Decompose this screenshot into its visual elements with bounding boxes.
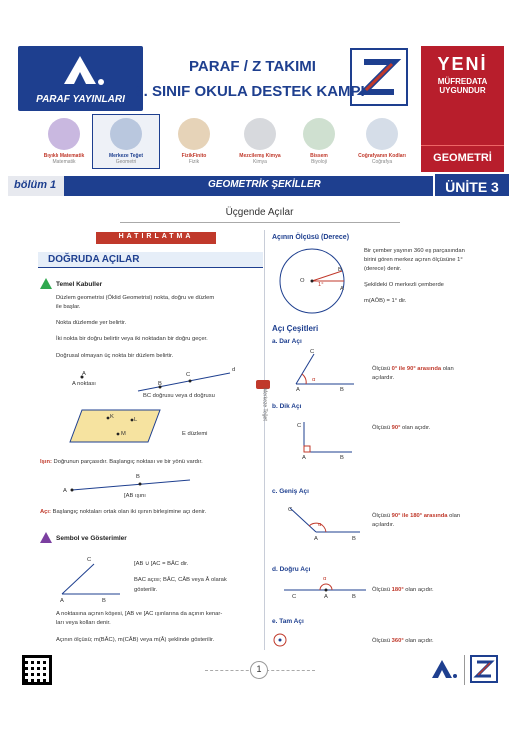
point-label: C	[297, 423, 302, 429]
right-angle-desc	[372, 424, 430, 432]
desc-highlight: 90°	[391, 425, 401, 431]
avatar	[48, 118, 80, 150]
avatar	[178, 118, 210, 150]
obtuse-angle-desc	[372, 512, 460, 520]
title-underline	[120, 222, 400, 223]
point-label: O	[300, 278, 305, 284]
teacher-name: Bıyıklı Matematik	[43, 153, 85, 159]
desc-pre: Ölçüsü	[372, 513, 392, 519]
ray-label: Işın:	[40, 459, 52, 465]
circle-figure	[272, 245, 362, 315]
teacher-card[interactable]	[348, 118, 416, 165]
angle-figure	[58, 558, 128, 598]
teacher-name: Merkeze Teğet	[108, 153, 144, 159]
point-label: A	[63, 488, 67, 494]
figure-caption: E düzlemi	[182, 431, 208, 437]
point-label: L	[134, 417, 138, 423]
point-label: C	[87, 557, 92, 563]
symbols-title: Sembol ve Gösterimler	[56, 535, 127, 542]
desc-post2: açılardır.	[372, 375, 395, 381]
teacher-card-active[interactable]	[92, 114, 160, 169]
text-line: ları veya kolları denir.	[56, 620, 111, 626]
ray-text: Doğrunun parçasıdır. Başlangıç noktası ve bir yönü vardır.	[53, 459, 203, 465]
teacher-name: Bissem	[310, 153, 328, 159]
angle-value: 1°	[318, 282, 324, 288]
plane-figure	[60, 408, 170, 448]
line-label: d	[232, 367, 236, 373]
desc-pre: Ölçüsü	[372, 638, 392, 644]
section-bar	[8, 176, 511, 196]
acute-angle-figure	[292, 350, 362, 390]
avatar	[366, 118, 398, 150]
paraf-footer-icon	[430, 658, 458, 680]
badge-subject: GEOMETRİ	[421, 145, 504, 164]
angle-types-title: Açı Çeşitleri	[272, 324, 319, 333]
badge-curriculum: MÜFREDATA	[437, 77, 488, 86]
brand-name: PARAF YAYINLARI	[36, 94, 125, 105]
desc-pre: Ölçüsü	[372, 425, 392, 431]
ray-definition	[40, 458, 203, 466]
teacher-card[interactable]	[285, 118, 353, 165]
avatar	[303, 118, 335, 150]
text-line: BAC açısı; BÂC, CÂB veya Â olarak	[134, 577, 227, 583]
desc-highlight: 0° ile 90° arasında	[391, 366, 442, 372]
basic-assumptions-title: Temel Kabuller	[56, 281, 103, 288]
point-label: B	[102, 598, 106, 604]
desc-post: olan	[441, 366, 454, 372]
text-line: (derece) denir.	[364, 266, 402, 272]
point-label: C	[292, 594, 297, 600]
reminder-banner: HATIRLATMA	[96, 232, 216, 244]
desc-post2: açılardır.	[372, 522, 395, 528]
text-line: Nokta düzlemde yer belirtir.	[56, 320, 127, 326]
point-label: C	[288, 507, 293, 513]
unit-label: ÜNİTE 3	[433, 172, 511, 198]
z-icon	[472, 657, 496, 681]
teacher-name: Mezcilemş Kimya	[239, 153, 281, 159]
desc-pre: Ölçüsü	[372, 366, 392, 372]
acute-angle-desc	[372, 365, 454, 373]
angle-definition	[40, 508, 206, 516]
teacher-card[interactable]	[30, 118, 98, 165]
badge-compliant: UYGUNDUR	[439, 86, 486, 95]
column-divider	[264, 230, 265, 650]
point-label: A	[296, 387, 300, 393]
angle-symbol: α	[323, 576, 327, 582]
right-angle-figure	[300, 418, 360, 458]
angle-symbol: α	[312, 377, 316, 383]
teacher-name: Coğrafyanın Kodları	[358, 153, 406, 159]
teacher-subject: Geometri	[115, 159, 137, 165]
straight-angle-desc	[372, 586, 434, 594]
full-angle-title: e. Tam Açı	[272, 618, 304, 625]
desc-highlight: 360°	[391, 638, 404, 644]
page-title: Üçgende Açılar	[225, 207, 294, 218]
teacher-subject: Kimya	[253, 159, 267, 165]
text-line: Düzlem geometrisi (Öklid Geometrisi) nokta, doğru ve düzlem	[56, 295, 215, 301]
figure-caption: BC doğrusu veya d doğrusu	[143, 393, 215, 399]
section-heading: DOĞRUDA AÇILAR	[38, 252, 263, 268]
footer-separator	[464, 655, 465, 685]
avatar	[110, 118, 142, 150]
point-label: B	[352, 536, 356, 542]
point-label: B	[340, 387, 344, 393]
point-label: B	[136, 474, 140, 480]
topic-label: GEOMETRİK ŞEKİLLER	[208, 179, 321, 190]
text-line: İki nokta bir doğru belirtir veya iki noktadan bir doğru geçer.	[56, 336, 208, 342]
angle-symbol: α	[318, 522, 322, 528]
curriculum-badge	[421, 46, 504, 172]
teacher-row	[30, 118, 415, 178]
acute-angle-title: a. Dar Açı	[272, 338, 302, 345]
point-label: B	[158, 381, 162, 387]
text-line: Bir çember yayının 360 eş parçasından	[364, 248, 465, 254]
point-label: A	[340, 286, 344, 292]
right-angle-title: b. Dik Açı	[272, 403, 302, 410]
text-line: gösterilir.	[134, 587, 158, 593]
point-label: B	[338, 267, 342, 273]
chapter-label: bölüm 1	[8, 176, 64, 196]
point-label: C	[310, 349, 315, 355]
figure-caption: A noktası	[72, 381, 96, 387]
full-angle-figure	[272, 632, 288, 648]
point-label: K	[110, 414, 114, 420]
straight-angle-title: d. Doğru Açı	[272, 566, 311, 573]
paraf-logo	[18, 46, 143, 111]
badge-new: YENİ	[437, 54, 488, 74]
point-label: A	[302, 455, 306, 461]
desc-post: olan açıdır.	[403, 638, 434, 644]
point-label: A	[324, 594, 328, 600]
header-title: PARAF / Z TAKIMI	[189, 58, 316, 75]
warning-icon	[40, 278, 52, 289]
text-line: [AB ∪ [AC = BÂC dir.	[134, 561, 189, 567]
text-line: Şekildeki O merkezli çemberde	[364, 282, 444, 288]
text-line: Açının ölçüsü; m(BÂC), m(CÂB) veya m(Â) şeklinde gösterilir.	[56, 637, 215, 643]
teacher-card[interactable]	[160, 118, 228, 165]
z-footer-logo	[470, 655, 498, 683]
point-label: A	[60, 598, 64, 604]
point-label: B	[340, 455, 344, 461]
text-line: Doğrusal olmayan üç nokta bir düzlem belirtir.	[56, 353, 174, 359]
full-angle-desc	[372, 637, 434, 645]
text-line: A noktasına açının köşesi, [AB ve [AC ışınlarına da açının kenar-	[56, 611, 223, 617]
channel-name: Merkeze Teğet	[261, 388, 268, 421]
page-number: 1	[250, 661, 268, 679]
desc-post: olan açıdır.	[400, 425, 431, 431]
desc-highlight: 180°	[391, 587, 404, 593]
teacher-card[interactable]	[226, 118, 294, 165]
z-icon	[352, 50, 406, 104]
teacher-name: FizikFinito	[181, 153, 207, 159]
teacher-subject: Coğrafya	[371, 159, 393, 165]
angle-measure-title: Açının Ölçüsü (Derece)	[272, 234, 350, 241]
obtuse-angle-title: c. Geniş Açı	[272, 488, 309, 495]
header-subtitle: 9. SINIF OKULA DESTEK KAMPI	[135, 83, 365, 100]
left-column	[38, 232, 263, 268]
teacher-subject: Matematik	[52, 159, 76, 165]
desc-post: olan	[447, 513, 461, 519]
paraf-mark-icon	[56, 52, 106, 92]
text-line: m(AÔB) = 1° dir.	[364, 298, 407, 304]
teacher-subject: Biyoloji	[311, 159, 327, 165]
angle-label: Açı:	[40, 509, 51, 515]
point-label: B	[352, 594, 356, 600]
avatar	[244, 118, 276, 150]
vertical-channel-label	[257, 388, 271, 424]
angle-text: Başlangıç noktaları ortak olan iki ışının birleşimine açı denir.	[52, 509, 207, 515]
z-team-logo	[350, 48, 408, 106]
qr-code[interactable]	[22, 655, 52, 685]
text-line: birini gören merkez açının ölçüsüne 1°	[364, 257, 463, 263]
point-label: A	[82, 371, 86, 377]
obtuse-angle-figure	[288, 502, 368, 538]
text-line: ile başlar.	[56, 304, 81, 310]
teacher-subject: Fizik	[188, 159, 200, 165]
point-label: C	[186, 372, 191, 378]
figure-caption: [AB ışını	[124, 493, 146, 499]
desc-pre: Ölçüsü	[372, 587, 392, 593]
warning-icon	[40, 532, 52, 543]
desc-highlight: 90° ile 180° arasında	[391, 513, 448, 519]
point-label: A	[314, 536, 318, 542]
desc-post: olan açıdır.	[403, 587, 434, 593]
point-label: M	[121, 431, 126, 437]
